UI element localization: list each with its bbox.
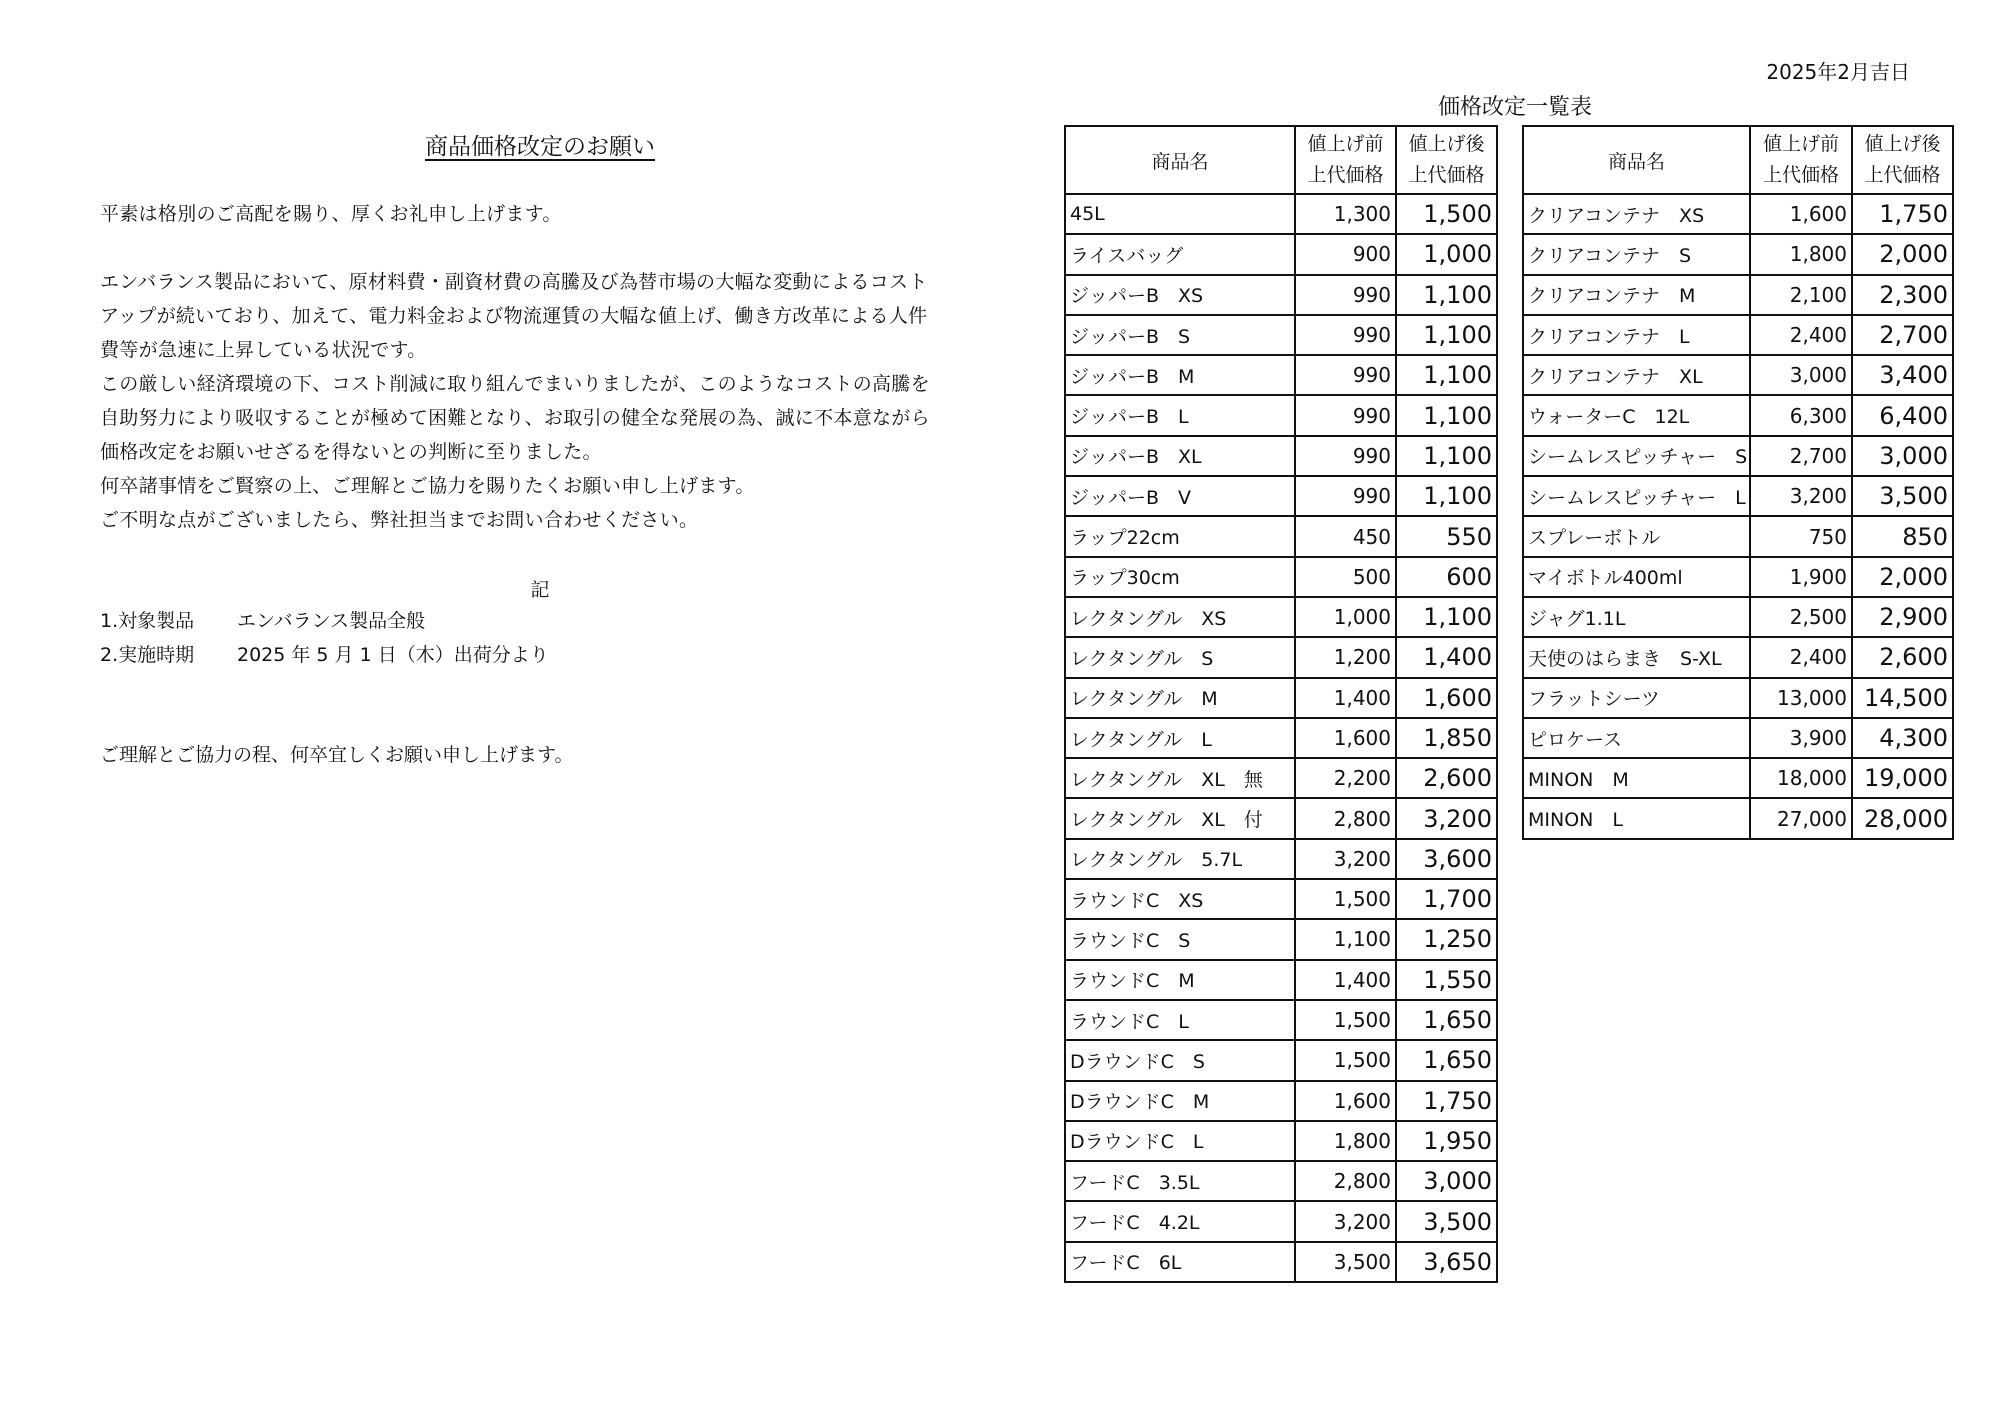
table-row	[1065, 597, 1497, 637]
price-after-cell: 19,000	[1852, 758, 1953, 798]
price-before-cell: 990	[1295, 315, 1396, 355]
product-name-cell: クリアコンテナ M	[1523, 275, 1750, 315]
table-row	[1065, 637, 1497, 677]
table-row	[1523, 436, 1953, 476]
price-after-cell: 550	[1396, 516, 1497, 556]
notice-item-value: エンバランス製品全般	[237, 610, 426, 632]
paragraph-line: エンバランス製品において、原材料費・副資材費の高騰及び為替市場の大幅な変動によるコスト	[100, 271, 928, 293]
header-line: 値上げ前	[1307, 133, 1384, 155]
document-date: 2025年2月吉日	[1766, 60, 1910, 84]
product-name-cell: シームレスピッチャー S	[1523, 436, 1750, 476]
table-row	[1065, 678, 1497, 718]
price-after-cell: 3,600	[1396, 839, 1497, 879]
table-row	[1065, 234, 1497, 274]
product-name-cell: ジッパーB XL	[1065, 436, 1295, 476]
price-after-cell: 3,650	[1396, 1242, 1497, 1282]
header-row	[1523, 126, 1953, 194]
table-row	[1065, 436, 1497, 476]
header-line: 上代価格	[1762, 164, 1839, 186]
product-name-cell: レクタングル 5.7L	[1065, 839, 1295, 879]
header-line: 上代価格	[1864, 164, 1941, 186]
product-name-cell: ラウンドC M	[1065, 960, 1295, 1000]
price-before-cell: 450	[1295, 516, 1396, 556]
notice-item	[100, 604, 549, 638]
price-before-cell: 2,500	[1750, 597, 1852, 637]
price-after-cell: 1,750	[1396, 1081, 1497, 1121]
price-after-cell: 1,650	[1396, 1040, 1497, 1080]
price-after-cell: 4,300	[1852, 718, 1953, 758]
product-name-cell: 45L	[1065, 194, 1295, 234]
price-before-cell: 1,500	[1295, 879, 1396, 919]
table-row	[1065, 1161, 1497, 1201]
price-before-cell: 1,000	[1295, 597, 1396, 637]
product-name-cell: ジッパーB L	[1065, 395, 1295, 435]
notice-items	[100, 604, 549, 672]
price-before-cell: 3,500	[1295, 1242, 1396, 1282]
price-after-cell: 1,400	[1396, 637, 1497, 677]
greeting-text: 平素は格別のご高配を賜り、厚くお礼申し上げます。	[100, 203, 562, 225]
price-before-cell: 1,200	[1295, 637, 1396, 677]
price-before-cell: 900	[1295, 234, 1396, 274]
paragraph-line: 何卒諸事情をご賢察の上、ご理解とご協力を賜りたくお願い申し上げます。	[100, 475, 755, 497]
price-before-cell: 1,500	[1295, 1040, 1396, 1080]
table-row	[1523, 476, 1953, 516]
header-product-name: 商品名	[1065, 126, 1295, 194]
product-name-cell: ラップ30cm	[1065, 557, 1295, 597]
price-after-cell: 850	[1852, 516, 1953, 556]
price-after-cell: 1,950	[1396, 1121, 1497, 1161]
price-after-cell: 3,400	[1852, 355, 1953, 395]
paragraph-line: ご不明な点がございましたら、弊社担当までお問い合わせください。	[100, 509, 699, 531]
price-after-cell: 2,300	[1852, 275, 1953, 315]
price-before-cell: 1,400	[1295, 678, 1396, 718]
price-before-cell: 6,300	[1750, 395, 1852, 435]
price-after-cell: 1,250	[1396, 919, 1497, 959]
table-row	[1523, 557, 1953, 597]
product-name-cell: レクタングル XL 無	[1065, 758, 1295, 798]
price-after-cell: 6,400	[1852, 395, 1953, 435]
table-row	[1065, 758, 1497, 798]
table-row	[1065, 798, 1497, 838]
price-before-cell: 500	[1295, 557, 1396, 597]
header-line: 上代価格	[1307, 164, 1384, 186]
table-row	[1523, 194, 1953, 234]
price-before-cell: 1,800	[1295, 1121, 1396, 1161]
table-row	[1065, 1081, 1497, 1121]
paragraph-line: 自助努力により吸収することが極めて困難となり、お取引の健全な発展の為、誠に不本意ながら	[100, 407, 930, 429]
price-before-cell: 2,800	[1295, 798, 1396, 838]
table-row	[1065, 1040, 1497, 1080]
price-before-cell: 2,400	[1750, 315, 1852, 355]
product-name-cell: ジッパーB M	[1065, 355, 1295, 395]
table-row	[1523, 315, 1953, 355]
price-before-cell: 1,600	[1295, 718, 1396, 758]
product-name-cell: レクタングル XS	[1065, 597, 1295, 637]
letter-title: 商品価格改定のお願い	[425, 134, 655, 160]
product-name-cell: DラウンドC M	[1065, 1081, 1295, 1121]
product-name-cell: ジッパーB XS	[1065, 275, 1295, 315]
price-before-cell: 990	[1295, 476, 1396, 516]
price-after-cell: 1,850	[1396, 718, 1497, 758]
table-row	[1523, 678, 1953, 718]
price-after-cell: 1,000	[1396, 234, 1497, 274]
price-after-cell: 3,000	[1396, 1161, 1497, 1201]
table-row	[1065, 960, 1497, 1000]
price-after-cell: 3,200	[1396, 798, 1497, 838]
header-line: 値上げ後	[1864, 133, 1941, 155]
table-row	[1065, 718, 1497, 758]
table-row	[1523, 718, 1953, 758]
product-name-cell: マイボトル400ml	[1523, 557, 1750, 597]
product-name-cell: クリアコンテナ XL	[1523, 355, 1750, 395]
product-name-cell: クリアコンテナ L	[1523, 315, 1750, 355]
notice-item-label: 1.対象製品	[100, 610, 195, 632]
table-row	[1065, 557, 1497, 597]
table-row	[1065, 1121, 1497, 1161]
price-before-cell: 990	[1295, 436, 1396, 476]
closing-text: ご理解とご協力の程、何卒宜しくお願い申し上げます。	[100, 744, 574, 766]
paragraph-line: 価格改定をお願いせざるを得ないとの判断に至りました。	[100, 441, 602, 463]
price-before-cell: 13,000	[1750, 678, 1852, 718]
letter-body	[100, 197, 980, 537]
product-name-cell: クリアコンテナ XS	[1523, 194, 1750, 234]
price-table-right	[1522, 125, 1954, 840]
price-before-cell: 2,200	[1295, 758, 1396, 798]
table-row	[1065, 1201, 1497, 1241]
header-row	[1065, 126, 1497, 194]
table-row	[1065, 395, 1497, 435]
table-row	[1523, 758, 1953, 798]
product-name-cell: MINON L	[1523, 798, 1750, 838]
table-row	[1065, 516, 1497, 556]
price-after-cell: 1,750	[1852, 194, 1953, 234]
price-before-cell: 990	[1295, 395, 1396, 435]
price-after-cell: 3,500	[1852, 476, 1953, 516]
notice-item-value: 2025 年 5 月 1 日（木）出荷分より	[237, 644, 549, 666]
product-name-cell: フードC 3.5L	[1065, 1161, 1295, 1201]
price-before-cell: 1,600	[1295, 1081, 1396, 1121]
price-after-cell: 1,100	[1396, 436, 1497, 476]
product-name-cell: ラウンドC XS	[1065, 879, 1295, 919]
price-after-cell: 1,600	[1396, 678, 1497, 718]
product-name-cell: レクタングル L	[1065, 718, 1295, 758]
price-after-cell: 2,000	[1852, 557, 1953, 597]
price-after-cell: 2,900	[1852, 597, 1953, 637]
price-before-cell: 1,300	[1295, 194, 1396, 234]
price-table-body	[1523, 194, 1953, 839]
product-name-cell: DラウンドC L	[1065, 1121, 1295, 1161]
header-before-price	[1750, 126, 1852, 194]
price-after-cell: 2,700	[1852, 315, 1953, 355]
price-after-cell: 2,000	[1852, 234, 1953, 274]
price-before-cell: 1,900	[1750, 557, 1852, 597]
price-before-cell: 1,600	[1750, 194, 1852, 234]
price-before-cell: 990	[1295, 275, 1396, 315]
table-row	[1065, 1000, 1497, 1040]
price-before-cell: 27,000	[1750, 798, 1852, 838]
table-row	[1065, 1242, 1497, 1282]
product-name-cell: フードC 6L	[1065, 1242, 1295, 1282]
table-row	[1523, 395, 1953, 435]
table-row	[1065, 194, 1497, 234]
price-before-cell: 3,200	[1750, 476, 1852, 516]
price-before-cell: 1,500	[1295, 1000, 1396, 1040]
paragraph-line: 費等が急速に上昇している状況です。	[100, 339, 427, 361]
price-before-cell: 3,000	[1750, 355, 1852, 395]
price-before-cell: 18,000	[1750, 758, 1852, 798]
product-name-cell: DラウンドC S	[1065, 1040, 1295, 1080]
notice-item-label: 2.実施時期	[100, 644, 195, 666]
table-row	[1523, 275, 1953, 315]
table-row	[1065, 879, 1497, 919]
price-table-title: 価格改定一覧表	[1437, 95, 1592, 120]
notice-item	[100, 638, 549, 672]
price-before-cell: 3,200	[1295, 839, 1396, 879]
price-before-cell: 1,400	[1295, 960, 1396, 1000]
price-before-cell: 750	[1750, 516, 1852, 556]
price-before-cell: 2,100	[1750, 275, 1852, 315]
price-after-cell: 1,100	[1396, 395, 1497, 435]
price-after-cell: 1,100	[1396, 476, 1497, 516]
header-line: 値上げ後	[1408, 133, 1485, 155]
product-name-cell: ラウンドC L	[1065, 1000, 1295, 1040]
price-after-cell: 1,500	[1396, 194, 1497, 234]
product-name-cell: ジッパーB S	[1065, 315, 1295, 355]
price-after-cell: 1,100	[1396, 275, 1497, 315]
table-row	[1065, 315, 1497, 355]
price-after-cell: 1,550	[1396, 960, 1497, 1000]
price-before-cell: 2,700	[1750, 436, 1852, 476]
header-before-price	[1295, 126, 1396, 194]
table-row	[1523, 234, 1953, 274]
product-name-cell: レクタングル S	[1065, 637, 1295, 677]
header-product-name: 商品名	[1523, 126, 1750, 194]
table-row	[1065, 275, 1497, 315]
price-after-cell: 2,600	[1396, 758, 1497, 798]
price-after-cell: 1,100	[1396, 597, 1497, 637]
table-row	[1523, 637, 1953, 677]
price-before-cell: 3,900	[1750, 718, 1852, 758]
paragraph-line: この厳しい経済環境の下、コスト削減に取り組んでまいりましたが、このようなコストの高騰を	[100, 373, 930, 395]
product-name-cell: MINON M	[1523, 758, 1750, 798]
header-line: 値上げ前	[1762, 133, 1839, 155]
price-after-cell: 1,100	[1396, 315, 1497, 355]
price-after-cell: 14,500	[1852, 678, 1953, 718]
product-name-cell: レクタングル XL 付	[1065, 798, 1295, 838]
product-name-cell: クリアコンテナ S	[1523, 234, 1750, 274]
price-after-cell: 3,500	[1396, 1201, 1497, 1241]
table-row	[1523, 516, 1953, 556]
ki-heading: 記	[530, 579, 550, 601]
product-name-cell: ライスバッグ	[1065, 234, 1295, 274]
product-name-cell: 天使のはらまき S-XL	[1523, 637, 1750, 677]
price-after-cell: 600	[1396, 557, 1497, 597]
product-name-cell: スプレーボトル	[1523, 516, 1750, 556]
product-name-cell: フードC 4.2L	[1065, 1201, 1295, 1241]
table-row	[1065, 355, 1497, 395]
table-row	[1523, 597, 1953, 637]
price-before-cell: 990	[1295, 355, 1396, 395]
product-name-cell: シームレスピッチャー L	[1523, 476, 1750, 516]
product-name-cell: ジッパーB V	[1065, 476, 1295, 516]
price-after-cell: 3,000	[1852, 436, 1953, 476]
price-after-cell: 1,650	[1396, 1000, 1497, 1040]
price-after-cell: 28,000	[1852, 798, 1953, 838]
product-name-cell: ラウンドC S	[1065, 919, 1295, 959]
product-name-cell: ピロケース	[1523, 718, 1750, 758]
header-line: 上代価格	[1408, 164, 1485, 186]
table-row	[1523, 798, 1953, 838]
price-before-cell: 2,800	[1295, 1161, 1396, 1201]
table-row	[1065, 476, 1497, 516]
price-table-left	[1064, 125, 1498, 1283]
price-after-cell: 1,700	[1396, 879, 1497, 919]
table-row	[1065, 839, 1497, 879]
table-row	[1065, 919, 1497, 959]
price-after-cell: 2,600	[1852, 637, 1953, 677]
paragraph-line: アップが続いており、加えて、電力料金および物流運賃の大幅な値上げ、働き方改革による人件	[100, 305, 928, 327]
product-name-cell: フラットシーツ	[1523, 678, 1750, 718]
price-before-cell: 1,800	[1750, 234, 1852, 274]
table-row	[1523, 355, 1953, 395]
header-after-price	[1852, 126, 1953, 194]
price-before-cell: 2,400	[1750, 637, 1852, 677]
header-after-price	[1396, 126, 1497, 194]
product-name-cell: ジャグ1.1L	[1523, 597, 1750, 637]
price-after-cell: 1,100	[1396, 355, 1497, 395]
price-before-cell: 1,100	[1295, 919, 1396, 959]
price-before-cell: 3,200	[1295, 1201, 1396, 1241]
price-table-body	[1065, 194, 1497, 1282]
product-name-cell: レクタングル M	[1065, 678, 1295, 718]
product-name-cell: ラップ22cm	[1065, 516, 1295, 556]
product-name-cell: ウォーターC 12L	[1523, 395, 1750, 435]
